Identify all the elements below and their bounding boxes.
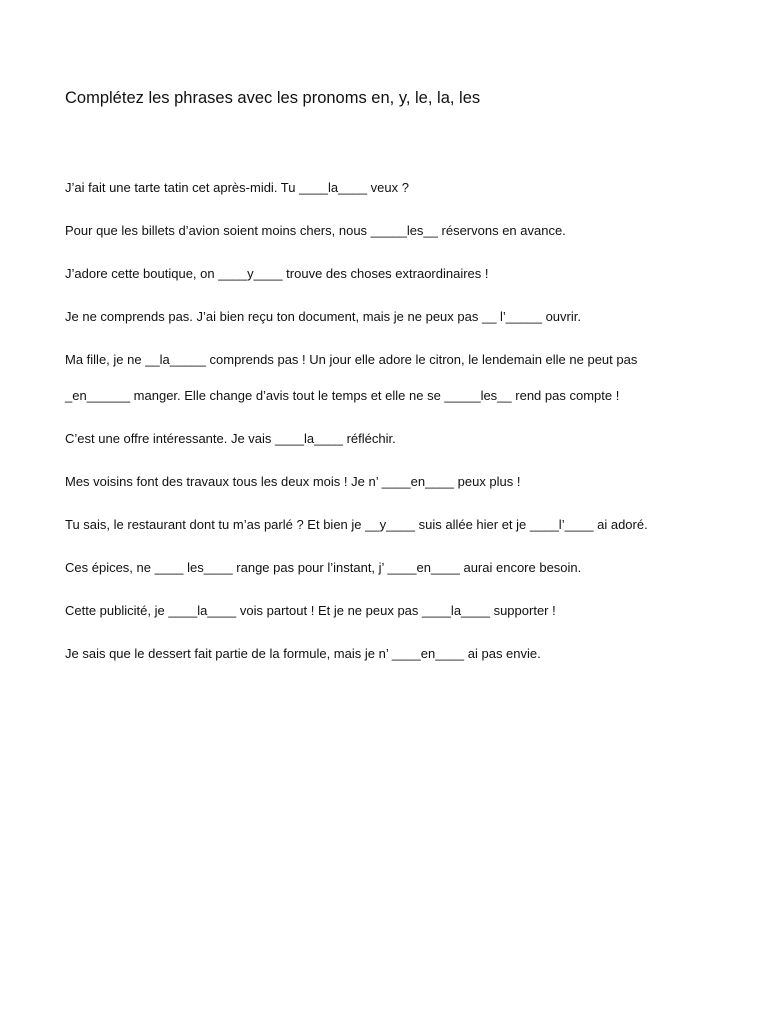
sentence-line-4: Je ne comprends pas. J’ai bien reçu ton document, mais je ne peux pas __ l’_____ ouvrir. xyxy=(65,309,581,324)
sentence-line-11: Je sais que le dessert fait partie de la formule, mais je n’ ____en____ ai pas envie. xyxy=(65,646,541,661)
sentence-line-5: Ma fille, je ne __la_____ comprends pas ! Un jour elle adore le citron, le lendemain elle ne peut pas xyxy=(65,352,638,367)
exercise-title: Complétez les phrases avec les pronoms en, y, le, la, les xyxy=(65,89,481,107)
sentence-line-10: Cette publicité, je ____la____ vois partout ! Et je ne peux pas ____la____ supporter ! xyxy=(65,603,556,618)
sentence-line-6: C’est une offre intéressante. Je vais ____la____ réfléchir. xyxy=(65,431,396,446)
sentence-line-8: Tu sais, le restaurant dont tu m’as parlé ? Et bien je __y____ suis allée hier et je ____l’____ ai adoré. xyxy=(65,517,648,532)
sentence-line-1: J’ai fait une tarte tatin cet après-midi. Tu ____la____ veux ? xyxy=(65,180,409,195)
sentence-line-9: Ces épices, ne ____ les____ range pas pour l’instant, j’ ____en____ aurai encore besoin. xyxy=(65,560,582,575)
sentence-line-5-continued: _en______ manger. Elle change d’avis tout le temps et elle ne se _____les__ rend pas compte ! xyxy=(65,388,620,403)
sentence-line-7: Mes voisins font des travaux tous les deux mois ! Je n’ ____en____ peux plus ! xyxy=(65,474,521,489)
sentence-line-3: J’adore cette boutique, on ____y____ trouve des choses extraordinaires ! xyxy=(65,266,489,281)
sentence-line-2: Pour que les billets d’avion soient moins chers, nous _____les__ réservons en avance. xyxy=(65,223,566,238)
